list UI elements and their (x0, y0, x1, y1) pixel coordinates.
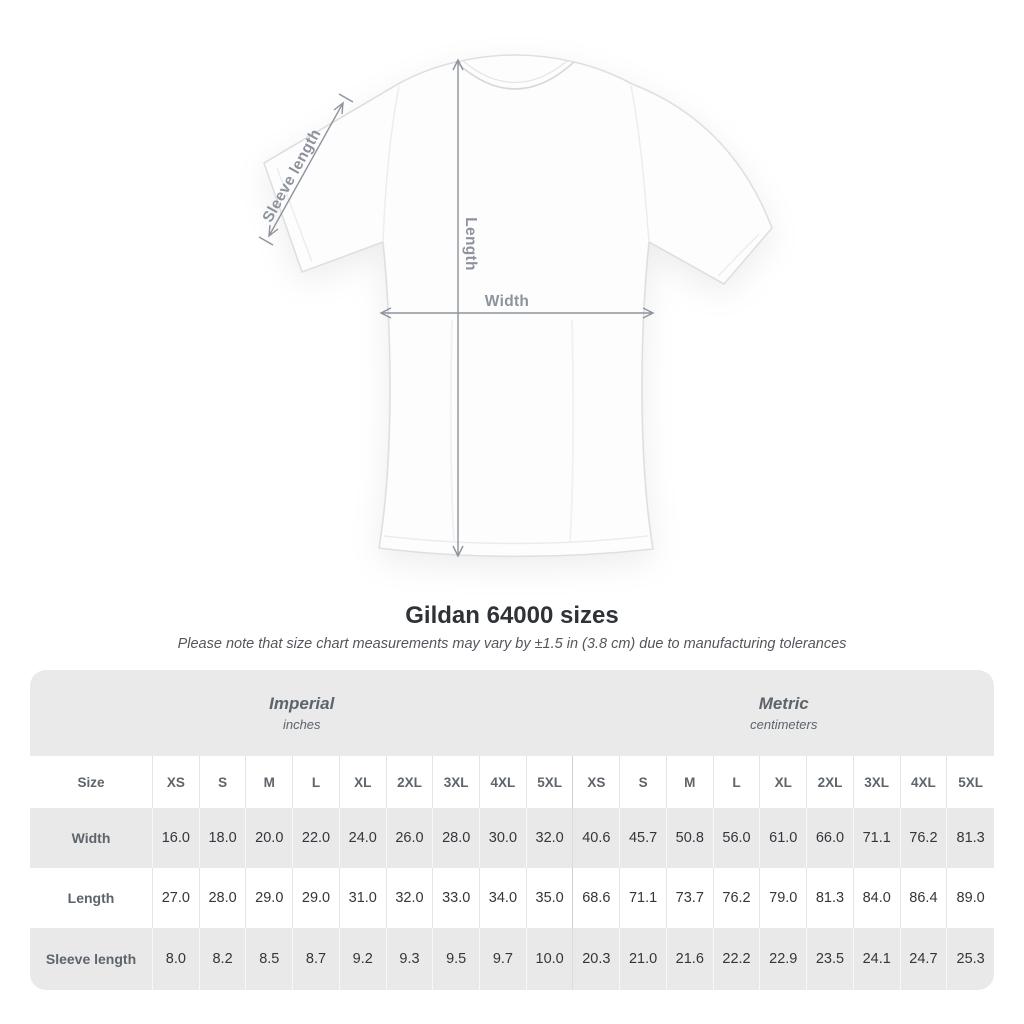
size-col-header: S (200, 756, 247, 808)
value-cell: 32.0 (527, 808, 574, 868)
size-col-header: 4XL (901, 756, 948, 808)
size-col-header: L (293, 756, 340, 808)
value-cell: 71.1 (854, 808, 901, 868)
value-cell: 8.0 (153, 928, 200, 990)
value-cell: 22.2 (714, 928, 761, 990)
row-label-width: Width (30, 808, 153, 868)
size-col-header: XL (340, 756, 387, 808)
width-label: Width (484, 293, 530, 310)
size-col-header: 2XL (387, 756, 434, 808)
value-cell: 8.7 (293, 928, 340, 990)
page-title: Gildan 64000 sizes (405, 602, 619, 629)
value-cell: 28.0 (200, 868, 247, 928)
size-col-header: S (620, 756, 667, 808)
size-col-header: 3XL (854, 756, 901, 808)
value-cell: 66.0 (807, 808, 854, 868)
value-cell: 24.0 (340, 808, 387, 868)
value-cell: 31.0 (340, 868, 387, 928)
metric-title: Metric (758, 694, 809, 713)
metric-section-header (573, 670, 994, 756)
value-cell: 29.0 (293, 868, 340, 928)
metric-unit: centimeters (750, 717, 818, 732)
value-cell: 76.2 (901, 808, 948, 868)
value-cell: 24.7 (901, 928, 948, 990)
value-cell: 9.3 (387, 928, 434, 990)
value-cell: 50.8 (667, 808, 714, 868)
value-cell: 89.0 (947, 868, 994, 928)
value-cell: 26.0 (387, 808, 434, 868)
size-col-header: L (714, 756, 761, 808)
size-col-header: XS (573, 756, 620, 808)
row-label-length: Length (30, 868, 153, 928)
value-cell: 29.0 (246, 868, 293, 928)
size-col-header: M (667, 756, 714, 808)
value-cell: 76.2 (714, 868, 761, 928)
value-cell: 68.6 (573, 868, 620, 928)
size-col-header: XL (760, 756, 807, 808)
value-cell: 10.0 (527, 928, 574, 990)
size-col-header: 2XL (807, 756, 854, 808)
value-cell: 40.6 (573, 808, 620, 868)
value-cell: 45.7 (620, 808, 667, 868)
value-cell: 25.3 (947, 928, 994, 990)
size-col-header: 5XL (527, 756, 574, 808)
value-cell: 79.0 (760, 868, 807, 928)
sleeve-length-label: Sleeve length (259, 126, 325, 226)
size-col-header: 4XL (480, 756, 527, 808)
value-cell: 28.0 (433, 808, 480, 868)
value-cell: 22.9 (760, 928, 807, 990)
size-col-header: M (246, 756, 293, 808)
value-cell: 9.5 (433, 928, 480, 990)
value-cell: 86.4 (901, 868, 948, 928)
size-table (30, 670, 994, 990)
value-cell: 81.3 (807, 868, 854, 928)
value-cell: 33.0 (433, 868, 480, 928)
row-label-sleeve-length: Sleeve length (30, 928, 153, 990)
value-cell: 73.7 (667, 868, 714, 928)
value-cell: 16.0 (153, 808, 200, 868)
value-cell: 35.0 (527, 868, 574, 928)
value-cell: 8.5 (246, 928, 293, 990)
tolerance-note: Please note that size chart measurements may vary by ±1.5 in (3.8 cm) due to manufacturing tolerances (177, 636, 847, 652)
value-cell: 9.2 (340, 928, 387, 990)
value-cell: 27.0 (153, 868, 200, 928)
value-cell: 61.0 (760, 808, 807, 868)
value-cell: 71.1 (620, 868, 667, 928)
imperial-section-header (30, 670, 573, 756)
value-cell: 30.0 (480, 808, 527, 868)
size-col-header: 3XL (433, 756, 480, 808)
value-cell: 8.2 (200, 928, 247, 990)
value-cell: 56.0 (714, 808, 761, 868)
imperial-title: Imperial (269, 694, 335, 713)
value-cell: 34.0 (480, 868, 527, 928)
value-cell: 21.0 (620, 928, 667, 990)
value-cell: 20.0 (246, 808, 293, 868)
value-cell: 21.6 (667, 928, 714, 990)
length-label: Length (462, 217, 479, 271)
value-cell: 23.5 (807, 928, 854, 990)
value-cell: 32.0 (387, 868, 434, 928)
value-cell: 84.0 (854, 868, 901, 928)
size-col-header: XS (153, 756, 200, 808)
value-cell: 22.0 (293, 808, 340, 868)
value-cell: 24.1 (854, 928, 901, 990)
size-column-label: Size (30, 756, 153, 808)
value-cell: 18.0 (200, 808, 247, 868)
imperial-unit: inches (282, 717, 321, 732)
value-cell: 9.7 (480, 928, 527, 990)
value-cell: 20.3 (573, 928, 620, 990)
size-col-header: 5XL (947, 756, 994, 808)
value-cell: 81.3 (947, 808, 994, 868)
